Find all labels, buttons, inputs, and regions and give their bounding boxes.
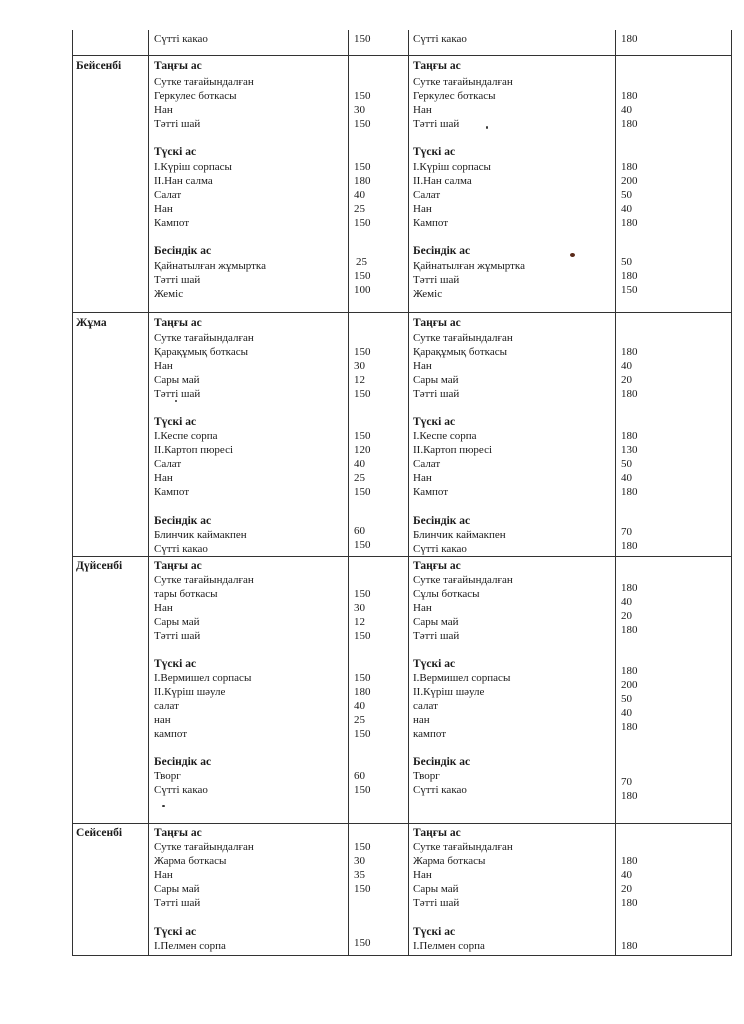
menu-item: Нан: [154, 104, 173, 116]
menu-item: Сутке тағайындалған: [413, 332, 513, 344]
amount-text: 180: [621, 217, 638, 229]
amount-text: 180: [621, 582, 638, 594]
row-divider: [72, 556, 732, 557]
amount-text: 100: [354, 284, 371, 296]
menu-item: Нан: [154, 360, 173, 372]
menu-item: Нан: [154, 602, 173, 614]
amount-text: 150: [354, 388, 371, 400]
meal-title: Бесіндік ас: [413, 515, 471, 527]
amount-text: 150: [354, 728, 371, 740]
amount-text: 150: [354, 33, 371, 45]
row-divider: [72, 55, 732, 56]
menu-item: Нан: [413, 472, 432, 484]
menu-item: Тәтті шай: [154, 274, 201, 286]
amount-text: 40: [621, 869, 632, 881]
menu-item: Блинчик каймакпен: [154, 529, 247, 541]
amount-text: 12: [354, 616, 365, 628]
meal-title: Таңғы ас: [413, 827, 461, 839]
amount-text: 25: [356, 256, 367, 268]
amount-text: 180: [621, 855, 638, 867]
amount-text: 40: [621, 104, 632, 116]
menu-item: Жеміс: [154, 288, 184, 300]
amount-text: 40: [621, 360, 632, 372]
table-border-left: [72, 30, 73, 956]
meal-title: Түскі ас: [154, 926, 197, 938]
amount-text: 40: [621, 707, 632, 719]
meal-title: Түскі ас: [154, 146, 197, 158]
meal-title: Түскі ас: [413, 658, 456, 670]
menu-item: Салат: [154, 189, 182, 201]
amount-text: 150: [354, 90, 371, 102]
menu-item: Нан: [413, 869, 432, 881]
table-border-bottom: [72, 955, 732, 956]
amount-text: 40: [354, 189, 365, 201]
column-divider: [408, 30, 409, 956]
menu-item: I.Кеспе сорпа: [154, 430, 218, 442]
amount-text: 150: [354, 346, 371, 358]
amount-text: 12: [354, 374, 365, 386]
amount-text: 180: [621, 721, 638, 733]
amount-text: 180: [621, 624, 638, 636]
meal-title: Бесіндік ас: [154, 515, 212, 527]
menu-item: салат: [413, 700, 438, 712]
menu-item: Сутке тағайындалған: [413, 841, 513, 853]
menu-item: Сүтті какао: [154, 784, 208, 796]
menu-item: Кампот: [413, 217, 449, 229]
meal-title: Таңғы ас: [154, 60, 202, 72]
menu-item: Сары май: [154, 374, 200, 386]
menu-item: II.Нан салма: [154, 175, 213, 187]
amount-text: 50: [621, 189, 632, 201]
menu-item: Нан: [413, 104, 432, 116]
menu-item: Салат: [413, 189, 441, 201]
menu-item: Нан: [413, 360, 432, 372]
amount-text: 60: [354, 770, 365, 782]
menu-item: Кампот: [154, 217, 190, 229]
amount-text: 30: [354, 104, 365, 116]
menu-item: Жеміс: [413, 288, 443, 300]
menu-item: II.Картоп пюресі: [154, 444, 234, 456]
amount-text: 50: [621, 693, 632, 705]
scan-speck: [486, 126, 488, 129]
menu-item: I.Кеспе сорпа: [413, 430, 477, 442]
day-label: Сейсенбі: [76, 827, 123, 839]
menu-item: Тәтті шай: [154, 630, 201, 642]
menu-item: Тәтті шай: [413, 897, 460, 909]
amount-text: 50: [621, 458, 632, 470]
menu-item: кампот: [154, 728, 188, 740]
menu-item: Тәтті шай: [154, 118, 201, 130]
menu-item: Тәтті шай: [413, 274, 460, 286]
amount-text: 150: [354, 937, 371, 949]
meal-title: Бесіндік ас: [413, 245, 471, 257]
meal-title: Таңғы ас: [154, 317, 202, 329]
menu-item: Тәтті шай: [413, 630, 460, 642]
amount-text: 180: [621, 33, 638, 45]
menu-item: Кампот: [154, 486, 190, 498]
meal-title: Түскі ас: [413, 146, 456, 158]
amount-text: 40: [354, 458, 365, 470]
amount-text: 180: [354, 175, 371, 187]
menu-item: I.Вермишел сорпасы: [154, 672, 252, 684]
amount-text: 70: [621, 776, 632, 788]
menu-item: Сары май: [413, 616, 459, 628]
menu-table: [72, 30, 732, 956]
amount-text: 25: [354, 472, 365, 484]
menu-item: Нан: [413, 203, 432, 215]
row-divider: [72, 312, 732, 313]
amount-text: 180: [621, 90, 638, 102]
amount-text: 180: [354, 686, 371, 698]
scan-speck: [162, 805, 165, 807]
menu-item: Сары май: [154, 883, 200, 895]
amount-text: 180: [621, 897, 638, 909]
amount-text: 150: [354, 588, 371, 600]
scan-speck: [175, 400, 177, 402]
menu-item: Сары май: [413, 374, 459, 386]
menu-item: Нан: [154, 869, 173, 881]
menu-item: кампот: [413, 728, 447, 740]
menu-item: Қайнатылған жұмыртка: [413, 260, 525, 272]
column-divider: [348, 30, 349, 956]
amount-text: 50: [621, 256, 632, 268]
amount-text: 150: [354, 430, 371, 442]
amount-text: 180: [621, 346, 638, 358]
menu-item: Сутке тағайындалған: [413, 574, 513, 586]
day-label: Жұма: [76, 317, 107, 329]
column-divider: [148, 30, 149, 956]
menu-item: I.Күріш сорпасы: [154, 161, 232, 173]
menu-item: Қарақұмық боткасы: [413, 346, 507, 358]
menu-item: Блинчик каймакпен: [413, 529, 506, 541]
menu-item: Сары май: [413, 883, 459, 895]
amount-text: 40: [621, 472, 632, 484]
column-divider: [615, 30, 616, 956]
amount-text: 150: [354, 630, 371, 642]
menu-item: нан: [154, 714, 171, 726]
menu-item: II.Нан салма: [413, 175, 472, 187]
amount-text: 150: [354, 118, 371, 130]
amount-text: 40: [621, 203, 632, 215]
amount-text: 180: [621, 940, 638, 952]
menu-item: Нан: [154, 472, 173, 484]
menu-item: Тәтті шай: [413, 118, 460, 130]
menu-item: тары боткасы: [154, 588, 218, 600]
amount-text: 180: [621, 388, 638, 400]
amount-text: 200: [621, 679, 638, 691]
amount-text: 180: [621, 430, 638, 442]
scan-speck: [570, 253, 575, 257]
meal-title: Түскі ас: [154, 416, 197, 428]
menu-item: Жарма боткасы: [154, 855, 227, 867]
amount-text: 20: [621, 374, 632, 386]
meal-title: Бесіндік ас: [413, 756, 471, 768]
meal-title: Бесіндік ас: [154, 245, 212, 257]
amount-text: 25: [354, 203, 365, 215]
menu-item: Сутке тағайындалған: [154, 574, 254, 586]
amount-text: 200: [621, 175, 638, 187]
menu-item: I.Пелмен сорпа: [413, 940, 485, 952]
day-label: Дүйсенбі: [76, 560, 123, 572]
menu-item: Сутке тағайындалған: [154, 841, 254, 853]
amount-text: 180: [621, 270, 638, 282]
menu-item: Сүтті какао: [413, 543, 467, 555]
table-border-right: [731, 30, 732, 956]
amount-text: 35: [354, 869, 365, 881]
item-text: Сүтті какао: [413, 33, 467, 45]
menu-item: Тәтті шай: [154, 897, 201, 909]
menu-item: Қарақұмық боткасы: [154, 346, 248, 358]
menu-item: Сутке тағайындалған: [413, 76, 513, 88]
menu-item: II.Күріш шәуле: [413, 686, 485, 698]
amount-text: 180: [621, 790, 638, 802]
meal-title: Түскі ас: [154, 658, 197, 670]
menu-item: Тәтті шай: [413, 388, 460, 400]
amount-text: 150: [354, 672, 371, 684]
amount-text: 150: [354, 161, 371, 173]
menu-item: салат: [154, 700, 179, 712]
amount-text: 150: [354, 270, 371, 282]
menu-item: I.Вермишел сорпасы: [413, 672, 511, 684]
amount-text: 70: [621, 526, 632, 538]
amount-text: 120: [354, 444, 371, 456]
item-text: Сүтті какао: [154, 33, 208, 45]
amount-text: 150: [621, 284, 638, 296]
amount-text: 30: [354, 360, 365, 372]
amount-text: 180: [621, 540, 638, 552]
amount-text: 180: [621, 486, 638, 498]
menu-item: Кампот: [413, 486, 449, 498]
meal-title: Түскі ас: [413, 926, 456, 938]
amount-text: 25: [354, 714, 365, 726]
amount-text: 30: [354, 602, 365, 614]
amount-text: 180: [621, 161, 638, 173]
meal-title: Таңғы ас: [154, 827, 202, 839]
menu-item: Творг: [413, 770, 440, 782]
amount-text: 180: [621, 665, 638, 677]
menu-item: Сутке тағайындалған: [154, 76, 254, 88]
amount-text: 150: [354, 486, 371, 498]
menu-item: Салат: [413, 458, 441, 470]
menu-item: Нан: [413, 602, 432, 614]
row-divider: [72, 823, 732, 824]
menu-item: Геркулес боткасы: [154, 90, 237, 102]
menu-item: нан: [413, 714, 430, 726]
amount-text: 150: [354, 217, 371, 229]
menu-item: I.Күріш сорпасы: [413, 161, 491, 173]
meal-title: Түскі ас: [413, 416, 456, 428]
amount-text: 150: [354, 784, 371, 796]
menu-item: Сүтті какао: [154, 543, 208, 555]
menu-item: Жарма боткасы: [413, 855, 486, 867]
amount-text: 60: [354, 525, 365, 537]
menu-item: Нан: [154, 203, 173, 215]
meal-title: Таңғы ас: [413, 317, 461, 329]
menu-item: Творг: [154, 770, 181, 782]
menu-item: Геркулес боткасы: [413, 90, 496, 102]
menu-item: Сүтті какао: [413, 784, 467, 796]
amount-text: 40: [354, 700, 365, 712]
menu-item: II.Картоп пюресі: [413, 444, 493, 456]
meal-title: Бесіндік ас: [154, 756, 212, 768]
menu-item: Сұлы боткасы: [413, 588, 480, 600]
menu-item: Тәтті шай: [154, 388, 201, 400]
amount-text: 150: [354, 539, 371, 551]
menu-item: Сутке тағайындалған: [154, 332, 254, 344]
menu-item: Салат: [154, 458, 182, 470]
meal-title: Таңғы ас: [154, 560, 202, 572]
amount-text: 180: [621, 118, 638, 130]
amount-text: 40: [621, 596, 632, 608]
meal-title: Таңғы ас: [413, 60, 461, 72]
amount-text: 30: [354, 855, 365, 867]
meal-title: Таңғы ас: [413, 560, 461, 572]
amount-text: 150: [354, 883, 371, 895]
menu-item: Сары май: [154, 616, 200, 628]
menu-item: II.Күріш шәуле: [154, 686, 226, 698]
amount-text: 20: [621, 610, 632, 622]
amount-text: 20: [621, 883, 632, 895]
menu-item: Қайнатылған жұмыртка: [154, 260, 266, 272]
amount-text: 150: [354, 841, 371, 853]
menu-item: I.Пелмен сорпа: [154, 940, 226, 952]
day-label: Бейсенбі: [76, 60, 122, 72]
amount-text: 130: [621, 444, 638, 456]
